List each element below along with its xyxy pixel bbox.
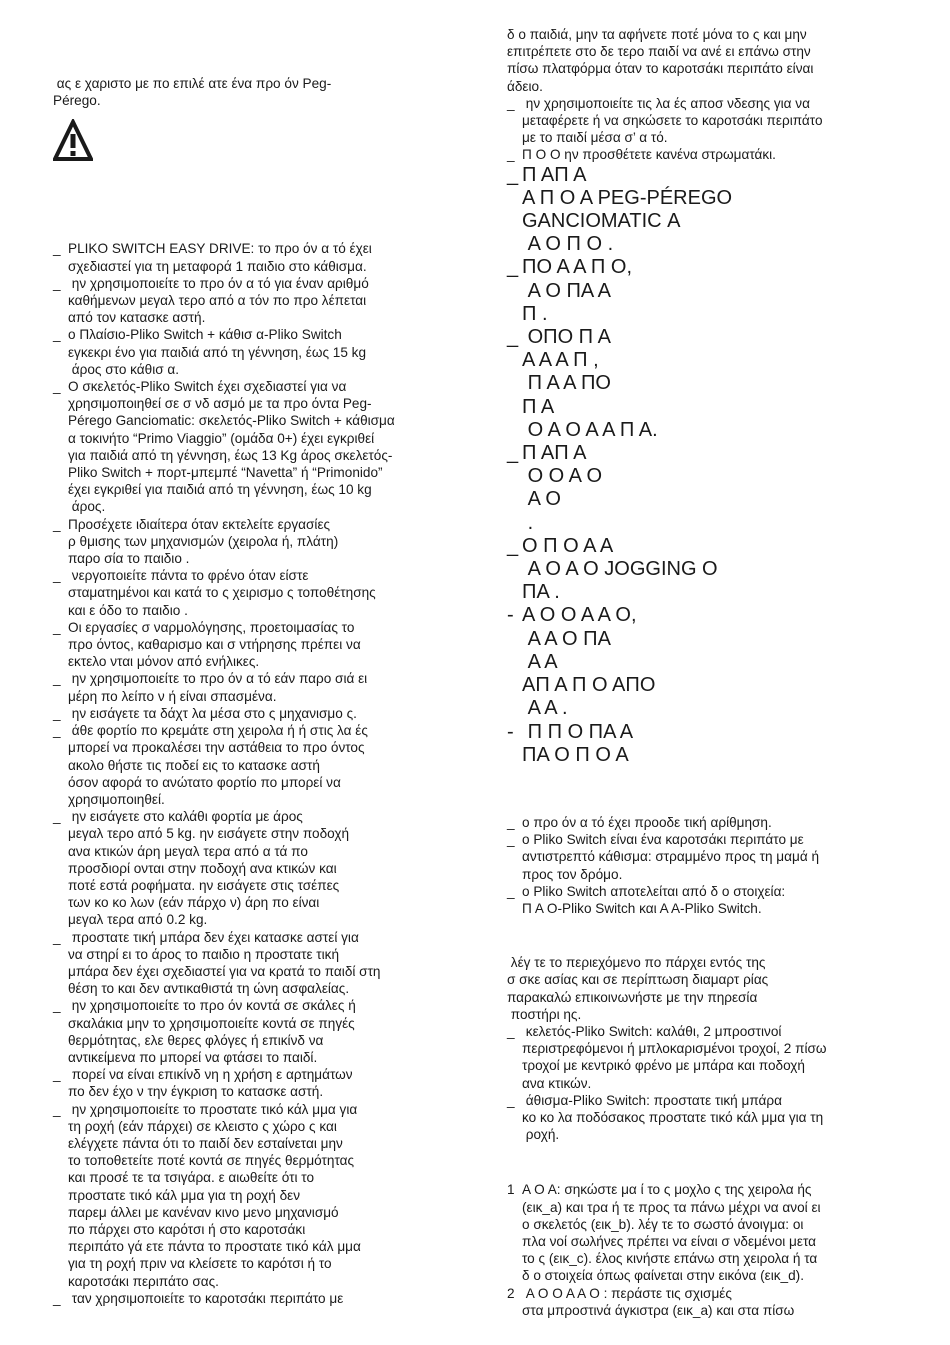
- bullet-mark: _: [507, 95, 515, 111]
- text-line: προσδιορί ονται στην ποδοχή ανα κτικών και: [68, 860, 337, 876]
- text-line: τη ροχή (εάν πάρχει) σε κλειστο ς χώρο ς και: [68, 1118, 337, 1134]
- text-line: άρος στο κάθισ α.: [68, 361, 180, 377]
- bullet-mark: _: [53, 671, 61, 687]
- item-text: [68, 240, 463, 274]
- text-line: GANCIOMATIC Α: [522, 210, 681, 233]
- text-line: μεταφέρετε ή να σηκώσετε το καροτσάκι περιπάτο: [522, 113, 823, 129]
- item-text: [522, 1285, 927, 1319]
- text-line: Π .: [522, 302, 548, 325]
- item-text: [522, 604, 927, 720]
- important-item: [507, 326, 927, 442]
- bullet-mark: _: [53, 809, 61, 825]
- text-line: ΠΑ Ο Π Ο Α: [522, 743, 629, 766]
- text-line: πο δεν έχο ν την έγκριση το κατασκε αστή.: [68, 1084, 324, 1100]
- text-line: ας ε χαριστο με πο επιλέ ατε ένα προ όν Peg-: [53, 76, 332, 91]
- contents-section: [507, 954, 927, 1143]
- text-line: Α Α: [522, 650, 558, 673]
- bullet-mark: -: [507, 720, 514, 743]
- text-line: το τοποθετείτε ποτέ κοντά σε πηγές θερμότητας: [68, 1153, 355, 1169]
- text-line: ην χρησιμοποιείτε το προ όν α τό εάν παρο σιά ει: [68, 671, 368, 687]
- text-line: Οι εργασίες σ ναρμολόγησης, προετοιμασίας το: [68, 619, 355, 635]
- warning-item: [53, 705, 463, 722]
- item-text: [522, 1092, 927, 1144]
- item-text: [522, 95, 927, 147]
- text-line: χρησιμοποιηθεί σε σ νδ ασμό με τα προ όντα Peg-: [68, 396, 372, 412]
- item-text: [68, 326, 463, 378]
- text-line: ο προ όν α τό έχει προοδε τική αρίθμηση.: [522, 814, 772, 830]
- item-text: [68, 705, 463, 722]
- text-line: ταν χρησιμοποιείτε το καροτσάκι περιπάτο με: [68, 1290, 344, 1306]
- bullet-mark: _: [53, 516, 61, 532]
- text-line: άθε φορτίο πο κρεμάτε στη χειρολα ή ή στις λα ές: [68, 723, 368, 739]
- item-text: [522, 831, 927, 883]
- text-line: έχει εγκριθεί για παιδιά από τη γέννηση, έως 10 kg: [68, 482, 372, 498]
- warning-icon: [53, 119, 93, 165]
- intro-text: [53, 75, 463, 109]
- text-line: προς τον δρόμο.: [522, 866, 623, 882]
- text-line: προστατε τικό κάλ μμα για τη ροχή δεν: [68, 1187, 301, 1203]
- bullet-mark: -: [507, 604, 514, 627]
- text-line: ην χρησιμοποιείτε τις λα ές αποσ νδεσης για να: [522, 95, 810, 111]
- text-line: μπάρα δεν έχει σχεδιαστεί για να κρατά το παιδί στη: [68, 963, 381, 979]
- text-line: το ς (εικ_c). έλος κινήστε επάνω στη χειρολα ή τα: [522, 1251, 818, 1267]
- text-line: Α Ο: [522, 488, 561, 511]
- text-line: αντιστρεπτό κάθισμα: στραμμένο προς τη μαμά ή: [522, 849, 820, 865]
- text-line: πορεί να είναι επικίνδ νη η χρήση ε αρτημάτων: [68, 1067, 353, 1083]
- text-line: ανα κτικών άρη μεγαλ τερα από α τά πο: [68, 843, 308, 859]
- text-line: παρεμ άλλει με κανέναν κινο μενο μηχανισμό: [68, 1204, 339, 1220]
- text-line: Ο σκελετός-Pliko Switch έχει σχεδιαστεί για να: [68, 379, 347, 395]
- text-line: Προσέχετε ιδιαίτερα όταν εκτελείτε εργασίες: [68, 516, 331, 532]
- text-line: Α Ο Α Ο JOGGING Ο: [522, 558, 718, 581]
- item-text: [522, 442, 927, 535]
- bullet-mark: _: [53, 929, 61, 945]
- bullet-mark: _: [53, 705, 61, 721]
- text-line: Ο Π Ο Α Α: [522, 534, 614, 557]
- text-line: άρος.: [68, 499, 106, 515]
- bullet-mark: _: [53, 568, 61, 584]
- right-column: [507, 0, 927, 1319]
- text-line: να στηρί ει το άρος το παιδιο η προστατε τική: [68, 946, 340, 962]
- text-line: επιτρέπετε στο δε τερο παιδί να ανέ ει επάνω στην: [507, 44, 811, 60]
- text-line: σ σκε ασίας και σε περίπτωση διαμαρτ ρίας: [507, 972, 769, 988]
- text-line: (εικ_a) και τρα ή τε προς τα πάνω μέχρι να ανοί ει: [522, 1199, 821, 1215]
- text-line: ΠΟ Α Α Π Ο,: [522, 256, 633, 279]
- bullet-mark: _: [507, 147, 515, 163]
- item-text: [522, 1181, 927, 1284]
- text-line: μπορεί να προκαλέσει την αστάθεια το προ όντος: [68, 740, 365, 756]
- warning-item: [53, 808, 463, 928]
- text-line: Ο Ο Α Ο: [522, 465, 603, 488]
- text-line: Pérego.: [53, 93, 101, 109]
- warnings-list: [53, 240, 463, 1307]
- info-item: [507, 831, 927, 883]
- text-line: λέγ τε το περιεχόμενο πο πάρχει εντός της: [507, 955, 766, 971]
- text-line: ακολο θήστε τις ποδεί εις το κατασκε αστή: [68, 757, 320, 773]
- text-line: όσον αφορά το ανώτατο φορτίο πο μπορεί να: [68, 774, 341, 790]
- text-line: ποστήρι ης.: [507, 1006, 582, 1022]
- info-item: [507, 883, 927, 917]
- text-line: καθήμενων μεγαλ τερο από α τόν πο προ λέπεται: [68, 293, 367, 309]
- bullet-mark: _: [53, 1290, 61, 1306]
- text-line: ην εισάγετε στο καλάθι φορτία με άρος: [68, 809, 303, 825]
- text-line: μεγαλ τερα από 0.2 kg.: [68, 912, 208, 928]
- text-line: παρακαλώ επικοινωνήστε με την πηρεσία: [507, 989, 758, 1005]
- item-text: [522, 146, 927, 163]
- item-text: [522, 1023, 927, 1092]
- text-line: προ όντος, καθαρισμο και σ ντήρησης πρέπει να: [68, 637, 361, 653]
- text-line: σχεδιαστεί για τη μεταφορά 1 παιδιο στο κάθισμα.: [68, 258, 367, 274]
- item-text: [522, 256, 927, 326]
- important-item: [507, 256, 927, 326]
- info-item: [507, 814, 927, 831]
- step-number: 1: [507, 1182, 515, 1198]
- text-line: περιστρεφόμενοι ή μπλοκαρισμένοι τροχοί, 2 πίσω: [522, 1041, 827, 1057]
- warning-item: [53, 378, 463, 516]
- step-item: [507, 1285, 927, 1319]
- bullet-mark: _: [53, 619, 61, 635]
- text-line: κο κο λα ποδόσακος προστατε τικό κάλ μμα για τη: [522, 1109, 824, 1125]
- text-line: αντικείμενα πο μπορεί να φτάσει το παιδί.: [68, 1049, 318, 1065]
- item-text: [68, 670, 463, 704]
- text-line: και προσέ τε τα τσιγάρα. ε αιωθείτε ότι το: [68, 1170, 315, 1186]
- text-line: ην χρησιμοποιείτε το προ όν α τό για έναν αριθμό: [68, 275, 369, 291]
- item-text: [68, 808, 463, 928]
- warning-item: [53, 326, 463, 378]
- bullet-mark: _: [53, 241, 61, 257]
- text-line: για παιδιά από τη γέννηση, έως 13 Kg άρος σκελετός-: [68, 447, 393, 463]
- warning-item: [53, 516, 463, 568]
- item-text: [522, 814, 927, 831]
- text-line: θέση το και δεν αντικαθιστά τη ώνη ασφαλείας.: [68, 981, 350, 997]
- text-line: πο πάρχει στο καρότσι ή στο καροτσάκι: [68, 1221, 306, 1237]
- contents-item: [507, 1092, 927, 1144]
- text-line: άδειο.: [507, 78, 543, 94]
- text-line: Α Α Α Π ,: [522, 349, 599, 372]
- text-line: Π ΑΠ Α: [522, 163, 587, 186]
- text-line: άθισμα-Pliko Switch: προστατε τική μπάρα: [522, 1092, 782, 1108]
- item-text: [68, 378, 463, 516]
- text-line: μεγαλ τερο από 5 kg. ην εισάγετε στην ποδοχή: [68, 826, 350, 842]
- text-line: από τον κατασκε αστή.: [68, 310, 206, 326]
- bullet-mark: _: [507, 814, 515, 830]
- text-line: ο σκελετός (εικ_b). λέγ τε το σωστό άνοιγμα: οι: [522, 1216, 804, 1232]
- text-line: δ ο στοιχεία όπως φαίνεται στην εικόνα (εικ_d).: [522, 1268, 804, 1284]
- bullet-mark: _: [507, 534, 519, 557]
- bullet-mark: _: [53, 379, 61, 395]
- text-line: ην χρησιμοποιείτε το προστατε τικό κάλ μμα για: [68, 1101, 358, 1117]
- text-line: πίσω πλατφόρμα όταν το καροτσάκι περιπάτο είναι: [507, 61, 814, 77]
- item-text: [68, 567, 463, 619]
- bullet-mark: _: [507, 326, 519, 349]
- text-line: θερμότητας, ελε θερες φλόγες ή επικίνδ να: [68, 1032, 324, 1048]
- text-line: ποτέ εστά ροφήματα. ην εισάγετε στις τσέπες: [68, 877, 340, 893]
- text-line: ην χρησιμοποιείτε το προ όν κοντά σε σκάλες ή: [68, 998, 356, 1014]
- text-line: σκαλάκια μην το χρησιμοποιείτε κοντά σε πηγές: [68, 1015, 355, 1031]
- text-line: Π Ο Ο ην προσθέτετε κανένα στρωματάκι.: [522, 147, 776, 163]
- step-item: [507, 1181, 927, 1284]
- continued-text: [507, 26, 927, 95]
- bullet-mark: _: [507, 256, 519, 279]
- text-line: ανα κτικών.: [522, 1075, 592, 1091]
- important-item: [507, 604, 927, 720]
- text-line: ο Pliko Switch είναι ένα καροτσάκι περιπάτο με: [522, 832, 804, 848]
- left-column: [53, 0, 463, 1307]
- text-line: μέρη πο λείπο ν ή είναι σπασμένα.: [68, 688, 277, 704]
- bullet-mark: _: [53, 998, 61, 1014]
- bullet-mark: _: [53, 723, 61, 739]
- contents-item: [507, 1023, 927, 1092]
- text-line: Α Α .: [522, 697, 568, 720]
- warning-item: [53, 275, 463, 327]
- text-line: καροτσάκι περιπάτο σας.: [68, 1273, 219, 1289]
- item-text: [68, 1066, 463, 1100]
- text-line: ΟΠΟ Π Α: [522, 326, 611, 349]
- important-item: [507, 535, 927, 605]
- warning-item: [53, 670, 463, 704]
- bullet-mark: _: [53, 1101, 61, 1117]
- item-text: [522, 535, 927, 605]
- text-line: Π Α: [522, 395, 555, 418]
- text-line: ΑΠ Α Π Ο ΑΠΟ: [522, 674, 656, 697]
- text-line: κελετός-Pliko Switch: καλάθι, 2 μπροστινοί: [522, 1023, 782, 1039]
- warning-item: [53, 997, 463, 1066]
- text-line: α τοκινήτο “Primo Viaggio” (ομάδα 0+) έχει εγκριθεί: [68, 430, 375, 446]
- item-text: [68, 929, 463, 998]
- text-line: Π ΑΠ Α: [522, 442, 587, 465]
- text-line: στα μπροστινά άγκιστρα (εικ_a) και στα πίσω: [522, 1302, 795, 1318]
- step-number: 2: [507, 1285, 515, 1301]
- text-line: Α Ο ΠΑ Α: [522, 279, 611, 302]
- bullet-mark: _: [507, 883, 515, 899]
- bullet-mark: _: [507, 832, 515, 848]
- text-line: προστατε τική μπάρα δεν έχει κατασκε αστεί για: [68, 929, 359, 945]
- item-text: [68, 619, 463, 671]
- bullet-mark: _: [53, 275, 61, 291]
- item-text: [68, 722, 463, 808]
- warning-item: [507, 95, 927, 147]
- item-text: [68, 997, 463, 1066]
- text-line: τροχοί με κεντρικό φρένο με μπάρα και ποδοχή: [522, 1058, 805, 1074]
- important-warnings: [507, 164, 927, 767]
- text-line: δ ο παιδιά, μην τα αφήνετε ποτέ μόνα το ς και μην: [507, 27, 807, 42]
- text-line: πλα νοί σωλήνες πρέπει να είναι σ νδεμένοι μετα: [522, 1233, 816, 1249]
- text-line: Α Ο Π Ο .: [522, 233, 614, 256]
- text-line: Π Α Ο-Pliko Switch και Α Α-Pliko Switch.: [522, 900, 762, 916]
- text-line: εκτελο νται μόνον από ενήλικες.: [68, 654, 260, 670]
- bullet-mark: _: [507, 1023, 515, 1039]
- text-line: Π Π Ο ΠΑ Α: [522, 720, 634, 743]
- item-text: [522, 326, 927, 442]
- text-line: ην εισάγετε τα δάχτ λα μέσα στο ς μηχανισμο ς.: [68, 705, 357, 721]
- text-line: Pliko Switch + πορτ-μπεμπέ “Navetta” ή “Primonido”: [68, 465, 383, 481]
- text-line: ο Πλαίσιο-Pliko Switch + κάθισ α-Pliko Switch: [68, 327, 342, 343]
- text-line: περιπάτο γά ετε πάντα το προστατε τικό κάλ μμα: [68, 1239, 361, 1255]
- text-line: Α Π Ο Α PEG-PÉREGO: [522, 186, 733, 209]
- warning-item: [53, 722, 463, 808]
- text-line: Α Ο Α: σηκώστε μα ί το ς μοχλο ς της χειρολα ής: [522, 1182, 812, 1198]
- text-line: Α Ο Ο Α Α Ο,: [522, 604, 637, 627]
- text-line: με το παιδί μέσα σ’ α τό.: [522, 130, 668, 146]
- text-line: Α Α Ο ΠΑ: [522, 627, 611, 650]
- assembly-steps: [507, 1181, 927, 1319]
- bullet-mark: _: [507, 442, 519, 465]
- text-line: εγκεκρι ένο για παιδιά από τη γέννηση, έως 15 kg: [68, 344, 367, 360]
- text-line: ροχή.: [522, 1127, 560, 1143]
- warning-item: [53, 619, 463, 671]
- item-text: [522, 883, 927, 917]
- bullet-mark: _: [507, 163, 519, 186]
- text-line: και ε όδο το παιδιο .: [68, 602, 188, 618]
- text-line: Ο Α Ο Α Α Π Α.: [522, 418, 658, 441]
- warning-item: [53, 1066, 463, 1100]
- text-line: χρησιμοποιηθεί.: [68, 791, 165, 807]
- text-line: ρ θμισης των μηχανισμών (χειρολα ή, πλάτη): [68, 533, 339, 549]
- text-line: ΠΑ .: [522, 581, 560, 604]
- item-text: [68, 516, 463, 568]
- bullet-mark: _: [53, 327, 61, 343]
- item-text: [68, 275, 463, 327]
- warning-item: [53, 1290, 463, 1307]
- item-text: [522, 721, 927, 767]
- item-text: [522, 164, 927, 257]
- text-line: νεργοποιείτε πάντα το φρένο όταν είστε: [68, 568, 309, 584]
- bullet-mark: _: [507, 1092, 515, 1108]
- text-line: των κο κο λων (εάν πάρχο ν) άρη πο είναι: [68, 895, 320, 911]
- handle-warnings-list: [507, 95, 927, 164]
- text-line: ελέγχετε πάντα ότι το παιδί δεν εσταίνεται μην: [68, 1135, 343, 1151]
- text-line: Pérego Ganciomatic: σκελετός-Pliko Switch + κάθισμα: [68, 413, 395, 429]
- text-line: .: [522, 511, 534, 534]
- warning-item: [53, 240, 463, 274]
- text-line: Α Ο Ο Α Α Ο : περάστε τις σχισμές: [522, 1285, 732, 1301]
- important-item: [507, 164, 927, 257]
- warning-item: [507, 146, 927, 163]
- text-line: PLIKO SWITCH EASY DRIVE: το προ όν α τό έχει: [68, 241, 372, 257]
- item-text: [68, 1101, 463, 1290]
- text-line: σταματημένοι και κατά το ς χειρισμο ς τοποθέτησης: [68, 585, 376, 601]
- item-text: [68, 1290, 463, 1307]
- warning-item: [53, 929, 463, 998]
- important-item: [507, 721, 927, 767]
- text-line: παρο σία το παιδιο .: [68, 551, 190, 567]
- product-info-list: [507, 814, 927, 917]
- warning-item: [53, 1101, 463, 1290]
- bullet-mark: _: [53, 1067, 61, 1083]
- text-line: για τη ροχή πριν να κλείσετε το καρότσι ή το: [68, 1256, 332, 1272]
- important-item: [507, 442, 927, 535]
- text-line: ο Pliko Switch αποτελείται από δ ο στοιχεία:: [522, 883, 786, 899]
- warning-item: [53, 567, 463, 619]
- text-line: Π Α Α ΠΟ: [522, 372, 611, 395]
